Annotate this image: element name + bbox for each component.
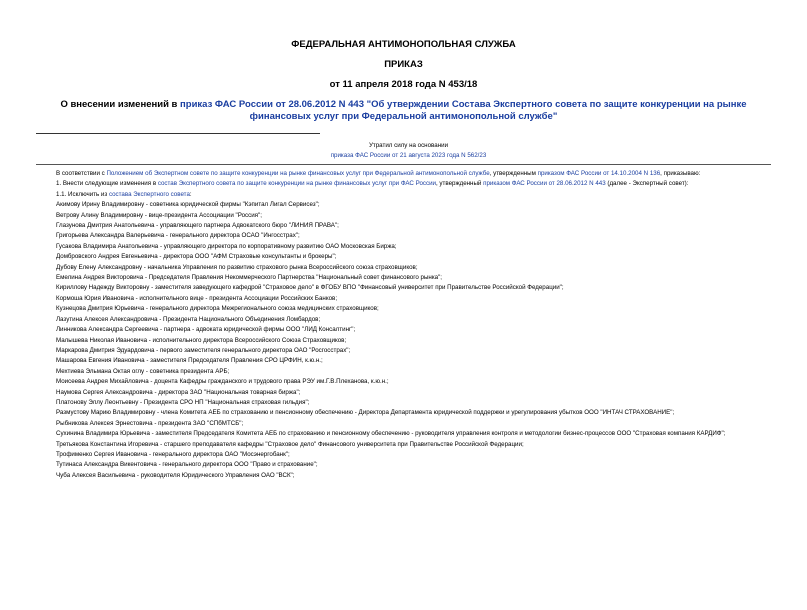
member-item: Маркарова Дмитрия Эдуардовича - первого заместителя генерального директора ОАО "Росгосстрах"; [56, 346, 351, 354]
link-council-members[interactable]: состава Экспертного совета [108, 190, 190, 198]
member-item: Линникова Александра Сергеевича - партнера - адвоката юридической фирмы ООО "ЛИД Консалтинг"; [56, 326, 356, 334]
member-item: Дубову Елену Александровну - начальника Управления по развитию страхового рынка Всероссийского союза страховщиков; [56, 263, 418, 271]
member-item: Кузнецова Дмитрия Юрьевича - генерального директора Межрегионального союза медицинских страховщиков; [56, 305, 379, 313]
members-list [36, 200, 771, 481]
document-title [36, 99, 771, 123]
member-item: Третьякова Константина Игоревича - старшего преподавателя кафедры "Страховое дело" Финансового университета при Правительстве Российской Федерации; [56, 440, 524, 448]
member-item: Машарова Евгения Ивановича - заместителя Председателя Правления СРО ЦРФИН, к.ю.н.; [56, 357, 323, 365]
member-item: Моисеева Андрея Михайловича - доцента Кафедры гражданского и трудового права РЭУ им.Г.В.Плеханова, к.ю.н.; [56, 378, 389, 386]
document-page [0, 39, 807, 610]
member-item: Тутинаса Александра Викентовича - генерального директора ООО "Право и страхование"; [56, 461, 318, 469]
member-item: Акимову Ирину Владимировну - советника юридической фирмы "Кэпитал Лигал Сервисез"; [56, 201, 320, 209]
title-link[interactable]: приказ ФАС России от 28.06.2012 N 443 "Об утверждении Состава Экспертного совета по защите конкуренции на рынке финансовых услуг при Федеральной антимонопольной службе" [180, 99, 747, 122]
member-item: Емелина Андрея Викторовича - Председателя Правления Некоммерческого Партнерства "Национальный совет финансового рынка"; [56, 274, 443, 282]
member-item: Платонову Эллу Леонтьевну - Президента СРО НП "Национальная страховая гильдия"; [56, 398, 310, 406]
text-span: 1.1. Исключить из [56, 190, 109, 198]
member-item: Рыбникова Алексея Эрнестовича - президента ЗАО "СПбМТСБ"; [56, 419, 244, 427]
document-body [36, 169, 771, 481]
member-item: Григорьева Александра Валерьевича - генерального директора ОСАО "Ингосстрах"; [56, 232, 300, 240]
text-span: 1. Внести следующие изменения в [56, 180, 158, 188]
paragraph-item-1 [36, 179, 771, 189]
link-order-443[interactable]: приказом ФАС России от 28.06.2012 N 443 [483, 180, 606, 188]
doc-type-heading: ПРИКАЗ [384, 59, 423, 70]
divider-short [36, 133, 320, 134]
divider-long [36, 164, 771, 165]
link-regulation[interactable]: Положением об Экспертном совете по защите конкуренции на рынке финансовых услуг при Федеральной антимонопольной службе [106, 170, 490, 177]
date-number-heading: от 11 апреля 2018 года N 453/18 [329, 79, 478, 90]
member-item: Домбровского Андрея Евгеньевича - директора ООО "АФМ Страховые консультанты и брокеры"; [56, 253, 337, 261]
status-note-line1: Утратил силу на основании [368, 142, 449, 149]
agency-heading: ФЕДЕРАЛЬНАЯ АНТИМОНОПОЛЬНАЯ СЛУЖБА [291, 39, 516, 50]
title-prefix: О внесении изменений в [60, 99, 181, 110]
link-council-composition[interactable]: состав Экспертного совета по защите конкуренции на рынке финансовых услуг при ФАС России [157, 180, 436, 188]
member-item: Трофименко Сергея Ивановича - генерального директора ОАО "Мосэнергобанк"; [56, 450, 290, 458]
text-span: , приказываю: [660, 170, 701, 177]
link-order-136[interactable]: приказом ФАС России от 14.10.2004 N 136 [537, 170, 661, 177]
status-note [46, 141, 771, 161]
member-item: Лазутина Алексея Александровича - Президента Национального Объединения Ломбардов; [56, 315, 321, 323]
member-item: Мехтиева Эльмана Октая оглу - советника президента АРБ; [56, 367, 230, 375]
member-item: Сухинина Владимира Юрьевича - заместителя Председателя Комитета АЕБ по страхованию и пенсионному обеспечению - руководителя управления контроля и методологии бизнес-процессов ООО "Страховая компания КАРДИФ"; [56, 430, 726, 438]
text-span: , утвержденный [435, 180, 484, 188]
member-item: Ветрову Алину Владимировну - вице-президента Ассоциации "Россия"; [56, 211, 262, 219]
member-item: Малышева Николая Ивановича - исполнительного директора Всероссийского Союза Страховщиков; [56, 336, 347, 344]
member-item: Наумова Сергея Александровича - директора ЗАО "Национальная товарная биржа"; [56, 388, 301, 396]
status-note-link[interactable]: приказа ФАС России от 21 августа 2023 года N 562/23 [330, 152, 487, 159]
paragraph-item-1-1 [36, 190, 771, 200]
text-span: В соответствии с [56, 170, 107, 177]
member-item: Гусакова Владимира Анатольевича - управляющего директора по корпоративному развитию ОАО Московская Биржа; [56, 242, 397, 250]
member-item: Чуба Алексея Васильевича - руководителя Юридического Управления ОАО "ВСК"; [56, 471, 295, 479]
member-item: Кормоша Юрия Ивановича - исполнительного вице - президента Ассоциации Российских Банков; [56, 294, 338, 302]
member-item: Глазунова Дмитрия Анатольевича - управляющего партнера Адвокатского бюро "ЛИНИЯ ПРАВА"; [56, 222, 339, 230]
member-item: Размустову Марию Владимировну - члена Комитета АЕБ по страхованию и пенсионному обеспечению - Директора Департамента юридической поддержки и урегулирования убытков ООО "ИНТАЧ СТРАХОВАНИЕ"; [56, 409, 675, 417]
text-span: : [189, 190, 192, 198]
member-item: Кириллову Надежду Викторовну - заместителя заведующего кафедрой "Страховое дело" в ФГОБУ ВПО "Финансовый университет при Правительстве Российской Федерации"; [56, 284, 564, 292]
text-span: , утвержденным [489, 170, 538, 177]
text-span: (далее - Экспертный совет): [605, 180, 689, 188]
paragraph-preamble [36, 169, 771, 179]
